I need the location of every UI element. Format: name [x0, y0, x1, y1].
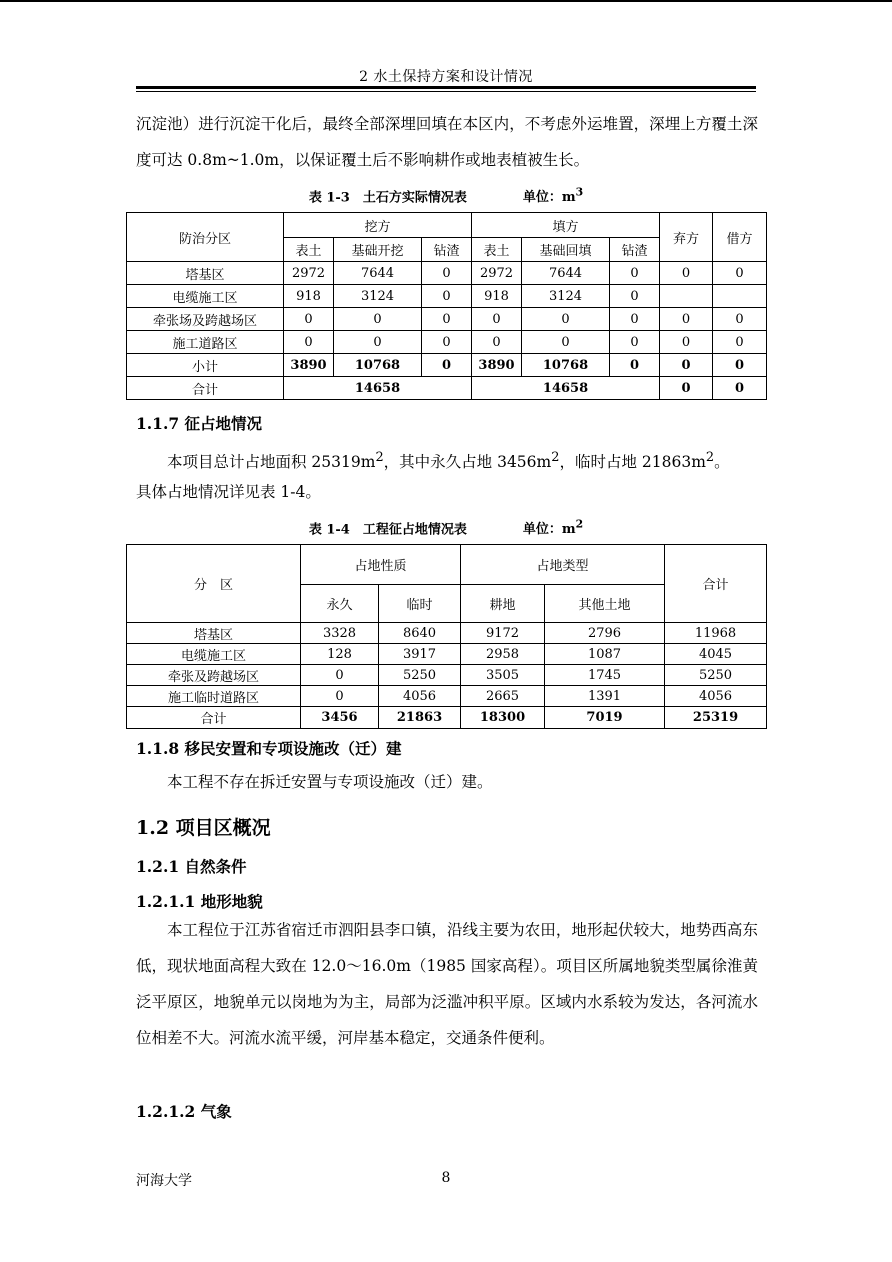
table-cell: 0	[660, 354, 713, 377]
table-cell: 0	[301, 665, 379, 686]
table-cell: 1391	[545, 686, 665, 707]
table-row	[127, 686, 767, 707]
page-top-border	[0, 0, 892, 2]
t13-sub-header: 基础开挖	[334, 238, 422, 262]
table-cell: 0	[301, 686, 379, 707]
table-cell-fill-total: 14658	[472, 377, 660, 400]
t13-header-fill: 填方	[472, 213, 660, 238]
table-row-subtotal	[127, 354, 767, 377]
table-cell: 0	[660, 262, 713, 285]
table-cell: 3890	[472, 354, 522, 377]
table-cell: 0	[422, 308, 472, 331]
table-cell: 0	[472, 308, 522, 331]
table-cell: 3124	[522, 285, 610, 308]
t14-header-total: 合计	[665, 545, 767, 623]
table-cell: 7644	[522, 262, 610, 285]
t14-sub-header: 临时	[379, 585, 461, 623]
t13-header-spoil: 弃方	[660, 213, 713, 262]
terrain-paragraph: 本工程位于江苏省宿迁市泗阳县李口镇，沿线主要为农田，地形起伏较大，地势西高东低，现状地面高程大致在 12.0～16.0m（1985 国家高程）。项目区所属地貌类型属徐淮黄泛平原区，地貌单元以岗地为为主，局部为泛滥冲积平原。区域内水系较为发达，各河流水位相差不大。河流水流平缓，河岸基本稳定，交通条件便利。	[136, 921, 758, 1047]
table-row-total	[127, 377, 767, 400]
table-1-4-unit-label: 单位：m	[522, 522, 576, 538]
table-cell: 3328	[301, 623, 379, 644]
table-cell: 电缆施工区	[127, 285, 284, 308]
relocation-paragraph: 本工程不存在拆迁安置与专项设施改（迁）建。	[167, 773, 493, 791]
section-1-2-heading: 1.2 项目区概况	[136, 817, 271, 839]
table-cell: 3456	[301, 707, 379, 729]
table-row	[127, 308, 767, 331]
table-cell: 0	[660, 331, 713, 354]
table-cell: 0	[334, 308, 422, 331]
intro-paragraph: 沉淀池）进行沉淀干化后，最终全部深埋回填在本区内，不考虑外运堆置，深埋上方覆土深度可达 0.8m~1.0m，以保证覆土后不影响耕作或地表植被生长。	[136, 115, 758, 169]
table-cell: 1087	[545, 644, 665, 665]
table-row	[127, 262, 767, 285]
t13-header-borrow: 借方	[713, 213, 767, 262]
t14-header-nature: 占地性质	[301, 545, 461, 585]
table-cell	[660, 285, 713, 308]
table-1-3-unit-sup: 3	[575, 186, 584, 199]
table-cell: 电缆施工区	[127, 644, 301, 665]
section-1-2-1-heading: 1.2.1 自然条件	[136, 857, 247, 876]
t14-header-type: 占地类型	[461, 545, 665, 585]
table-cell: 0	[610, 354, 660, 377]
t13-sub-header: 表土	[472, 238, 522, 262]
t13-header-zone: 防治分区	[127, 213, 284, 262]
table-cell: 0	[522, 308, 610, 331]
table-1-4-unit-sup: 2	[575, 518, 584, 531]
land-use-text-b: ，其中永久占地 3456m	[383, 453, 552, 472]
footer-organization: 河海大学	[136, 1173, 192, 1189]
land-use-text-d: 。	[714, 453, 730, 472]
table-cell: 10768	[522, 354, 610, 377]
table-cell: 0	[422, 262, 472, 285]
table-cell: 4056	[379, 686, 461, 707]
table-cell: 5250	[665, 665, 767, 686]
section-1-1-7-heading: 1.1.7 征占地情况	[136, 414, 263, 433]
land-use-text-a: 本项目总计占地面积 25319m	[167, 453, 376, 472]
table-cell: 合计	[127, 707, 301, 729]
table-cell: 0	[422, 285, 472, 308]
t14-sub-header: 耕地	[461, 585, 545, 623]
table-cell: 3505	[461, 665, 545, 686]
table-cell: 3917	[379, 644, 461, 665]
table-cell: 0	[284, 331, 334, 354]
table-cell: 0	[713, 331, 767, 354]
table-cell: 7644	[334, 262, 422, 285]
table-cell: 8640	[379, 623, 461, 644]
table-cell: 3124	[334, 285, 422, 308]
table-cell	[713, 285, 767, 308]
table-cell: 4045	[665, 644, 767, 665]
section-1-2-1-2-heading: 1.2.1.2 气象	[136, 1102, 232, 1121]
land-use-paragraph-2: 具体占地情况详见表 1-4。	[136, 483, 321, 501]
table-1-3-unit-label: 单位：m	[522, 190, 576, 206]
t13-sub-header: 基础回填	[522, 238, 610, 262]
t13-sub-header: 表土	[284, 238, 334, 262]
table-cell: 0	[472, 331, 522, 354]
table-cell: 2972	[472, 262, 522, 285]
table-1-3-caption	[136, 186, 756, 205]
table-row	[127, 623, 767, 644]
table-cell-cut-total: 14658	[284, 377, 472, 400]
table-cell: 小计	[127, 354, 284, 377]
table-row	[127, 644, 767, 665]
sup-2: 2	[551, 450, 560, 465]
table-cell: 25319	[665, 707, 767, 729]
table-1-4-caption	[136, 518, 756, 537]
table-cell: 0	[610, 285, 660, 308]
table-1-3-title: 表 1-3 土石方实际情况表	[308, 190, 467, 206]
t14-sub-header: 其他土地	[545, 585, 665, 623]
t13-sub-header: 钻渣	[610, 238, 660, 262]
table-cell: 0	[713, 354, 767, 377]
table-cell: 128	[301, 644, 379, 665]
table-cell: 11968	[665, 623, 767, 644]
table-cell: 0	[713, 308, 767, 331]
table-cell: 918	[472, 285, 522, 308]
t14-header-zone: 分 区	[127, 545, 301, 623]
table-cell: 0	[334, 331, 422, 354]
t14-sub-header: 永久	[301, 585, 379, 623]
section-1-2-1-1-heading: 1.2.1.1 地形地貌	[136, 892, 263, 911]
table-cell: 0	[713, 262, 767, 285]
table-cell: 塔基区	[127, 623, 301, 644]
t13-sub-header: 钻渣	[422, 238, 472, 262]
table-cell: 0	[284, 308, 334, 331]
table-cell: 2665	[461, 686, 545, 707]
table-cell: 0	[422, 354, 472, 377]
page-number: 8	[441, 1170, 451, 1186]
table-row	[127, 331, 767, 354]
table-cell: 9172	[461, 623, 545, 644]
table-cell: 塔基区	[127, 262, 284, 285]
table-cell: 7019	[545, 707, 665, 729]
table-cell: 2972	[284, 262, 334, 285]
table-cell: 10768	[334, 354, 422, 377]
table-row-total	[127, 707, 767, 729]
table-cell: 3890	[284, 354, 334, 377]
table-cell: 5250	[379, 665, 461, 686]
table-cell: 1745	[545, 665, 665, 686]
table-row	[127, 665, 767, 686]
table-cell: 0	[660, 308, 713, 331]
running-header: 2 水土保持方案和设计情况	[359, 69, 533, 85]
header-rule-thin	[136, 91, 756, 92]
table-cell: 牵张及跨越场区	[127, 665, 301, 686]
table-cell: 0	[522, 331, 610, 354]
table-1-4	[126, 544, 767, 729]
table-cell: 0	[610, 262, 660, 285]
table-cell: 合计	[127, 377, 284, 400]
header-rule-thick	[136, 86, 756, 89]
table-cell-spoil-total: 0	[660, 377, 713, 400]
sup-2: 2	[375, 450, 384, 465]
table-1-3-unit	[522, 186, 584, 206]
table-cell-borrow-total: 0	[713, 377, 767, 400]
table-cell: 施工临时道路区	[127, 686, 301, 707]
table-cell: 918	[284, 285, 334, 308]
land-use-text-c: ，临时占地 21863m	[559, 453, 706, 472]
table-cell: 0	[610, 331, 660, 354]
table-1-4-title: 表 1-4 工程征占地情况表	[308, 522, 467, 538]
table-1-3	[126, 212, 767, 400]
table-cell: 2796	[545, 623, 665, 644]
table-cell: 施工道路区	[127, 331, 284, 354]
table-cell: 牵张场及跨越场区	[127, 308, 284, 331]
table-cell: 0	[422, 331, 472, 354]
table-cell: 0	[610, 308, 660, 331]
section-1-1-8-heading: 1.1.8 移民安置和专项设施改（迁）建	[136, 739, 402, 758]
t13-header-cut: 挖方	[284, 213, 472, 238]
table-row	[127, 285, 767, 308]
table-cell: 2958	[461, 644, 545, 665]
table-cell: 21863	[379, 707, 461, 729]
table-cell: 4056	[665, 686, 767, 707]
table-1-4-unit	[522, 518, 584, 538]
table-cell: 18300	[461, 707, 545, 729]
sup-2: 2	[705, 450, 715, 465]
